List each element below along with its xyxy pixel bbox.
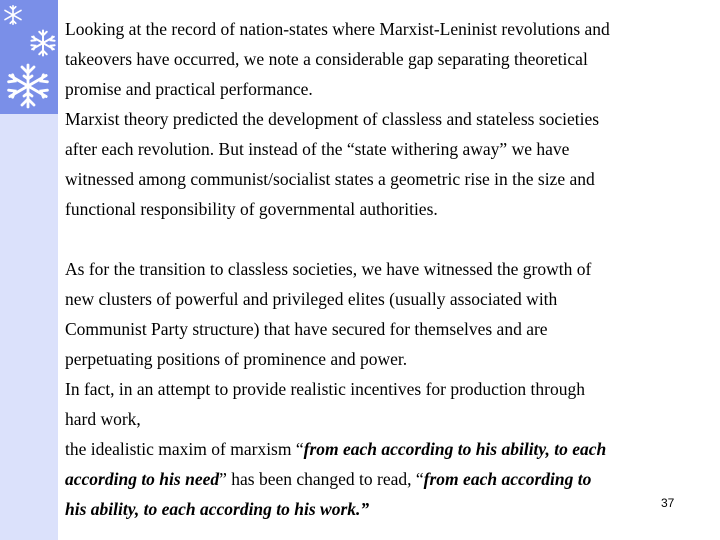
quote-transition: ” has been changed to read, “ — [219, 469, 424, 489]
text-line: In fact, in an attempt to provide realistic incentives for production through — [65, 379, 585, 399]
text-line: Communist Party structure) that have secured for themselves and are — [65, 319, 548, 339]
quote-line — [65, 434, 705, 464]
snowflake-icon — [28, 28, 58, 58]
text-line: hard work, — [65, 409, 141, 429]
original-maxim-end: according to his need — [65, 469, 220, 489]
snowflake-icon — [4, 62, 52, 110]
text-line: Looking at the record of nation-states where Marxist-Leninist revolutions and — [65, 19, 610, 39]
quote-line — [65, 464, 705, 494]
text-line: promise and practical performance. — [65, 79, 313, 99]
text-line: new clusters of powerful and privileged elites (usually associated with — [65, 289, 558, 309]
text-line: perpetuating positions of prominence and power. — [65, 349, 408, 369]
text-line: takeovers have occurred, we note a considerable gap separating theoretical — [65, 49, 588, 69]
text-line: functional responsibility of governmental authorities. — [65, 199, 438, 219]
quote-intro: the idealistic maxim of marxism “ — [65, 439, 304, 459]
text-line: witnessed among communist/socialist states a geometric rise in the size and — [65, 169, 595, 189]
text-line: As for the transition to classless societies, we have witnessed the growth of — [65, 259, 592, 279]
text-line: after each revolution. But instead of the “state withering away” we have — [65, 139, 570, 159]
page-number: 37 — [661, 496, 675, 510]
quote-line — [65, 494, 705, 524]
paragraph-spacer — [65, 224, 705, 254]
revised-maxim: from each according to — [423, 469, 592, 489]
revised-maxim-end: his ability, to each according to his work.” — [65, 499, 370, 519]
original-maxim: from each according to his ability, to each — [303, 439, 607, 459]
snowflake-icon — [2, 4, 24, 26]
slide-body — [65, 14, 705, 524]
text-line: Marxist theory predicted the development of classless and stateless societies — [65, 109, 600, 129]
